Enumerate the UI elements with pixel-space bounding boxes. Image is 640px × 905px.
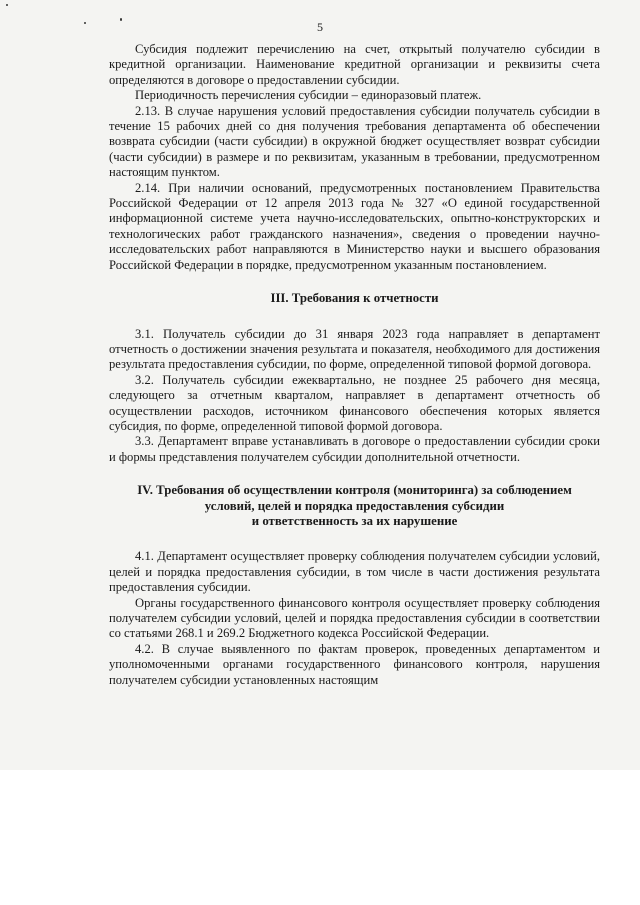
paragraph: Органы государственного финансового контроля осуществляет проверку соблюдения получателем субсидии условий, целей и порядка предоставления субсидии в соответствии со статьями 268.1 и 269.2 Бюджетного кодекса Российской Федерации. [109,595,600,641]
paragraph: Периодичность перечисления субсидии – единоразовый платеж. [135,88,482,103]
paragraph: 4.1. Департамент осуществляет проверку соблюдения получателем субсидии условий, целей и порядка предоставления субсидии, в том числе в части достижения результата предоставления субсидии. [109,549,600,595]
paragraph: 4.2. В случае выявленного по фактам проверок, проведенных департаментом и уполномоченными органами государственного финансового контроля, нарушения получателем субсидии установленных настоящим [109,641,600,687]
paragraph: Субсидия подлежит перечислению на счет, открытый получателю субсидии в кредитной организации. Наименование кредитной организации и реквизиты счета определяются в договоре о предоставлении субсидии. [109,42,600,87]
paragraph: 3.3. Департамент вправе устанавливать в договоре о предоставлении субсидии сроки и формы представления получателем субсидии дополнительной отчетности. [109,434,600,464]
section-heading-3: III. Требования к отчетности [270,291,439,306]
section-heading-4-line-2: условий, целей и порядка предоставления субсидии [204,498,505,513]
section-heading-4-line-3: и ответственность за их нарушение [251,513,458,528]
paragraph: 2.14. При наличии оснований, предусмотренных постановлением Правительства Российской Федерации от 12 апреля 2013 года № 327 «О единой государственной информационной системе учета научно-исследовательских, опытно-конструкторских и технологических работ гражданского назначения», сведения о проведении научно-исследовательских работ направляются в Министерство науки и высшего образования Российской Федерации в порядке, предусмотренном указанным постановлением. [109,180,600,272]
blank-margin [0,770,640,905]
paragraph: 3.1. Получатель субсидии до 31 января 2023 года направляет в департамент отчетность о достижении значения результата и показателя, необходимого для достижения результата предоставления субсидии, по форме, определенной типовой формой договора. [109,326,600,372]
paragraph: 2.13. В случае нарушения условий предоставления субсидии получатель субсидии в течение 15 рабочих дней со дня получения требования департамента об обеспечении возврата субсидии (части субсидии) в окружной бюджет осуществляет возврат субсидии (части субсидии) в размере и по реквизитам, указанным в требовании, предусмотренном настоящим пунктом. [109,103,600,180]
document-body [109,42,600,688]
paragraph: 3.2. Получатель субсидии ежеквартально, не позднее 25 рабочего дня месяца, следующего за отчетным кварталом, направляет в департамент отчетность об осуществлении расходов, источником финансового обеспечения которых является субсидия, по форме, определенной типовой формой договора. [109,372,600,433]
page-number: 5 [317,20,323,34]
section-heading-4-line-1: IV. Требования об осуществлении контроля (мониторинга) за соблюдением [137,483,572,498]
scan-speck [6,4,8,6]
